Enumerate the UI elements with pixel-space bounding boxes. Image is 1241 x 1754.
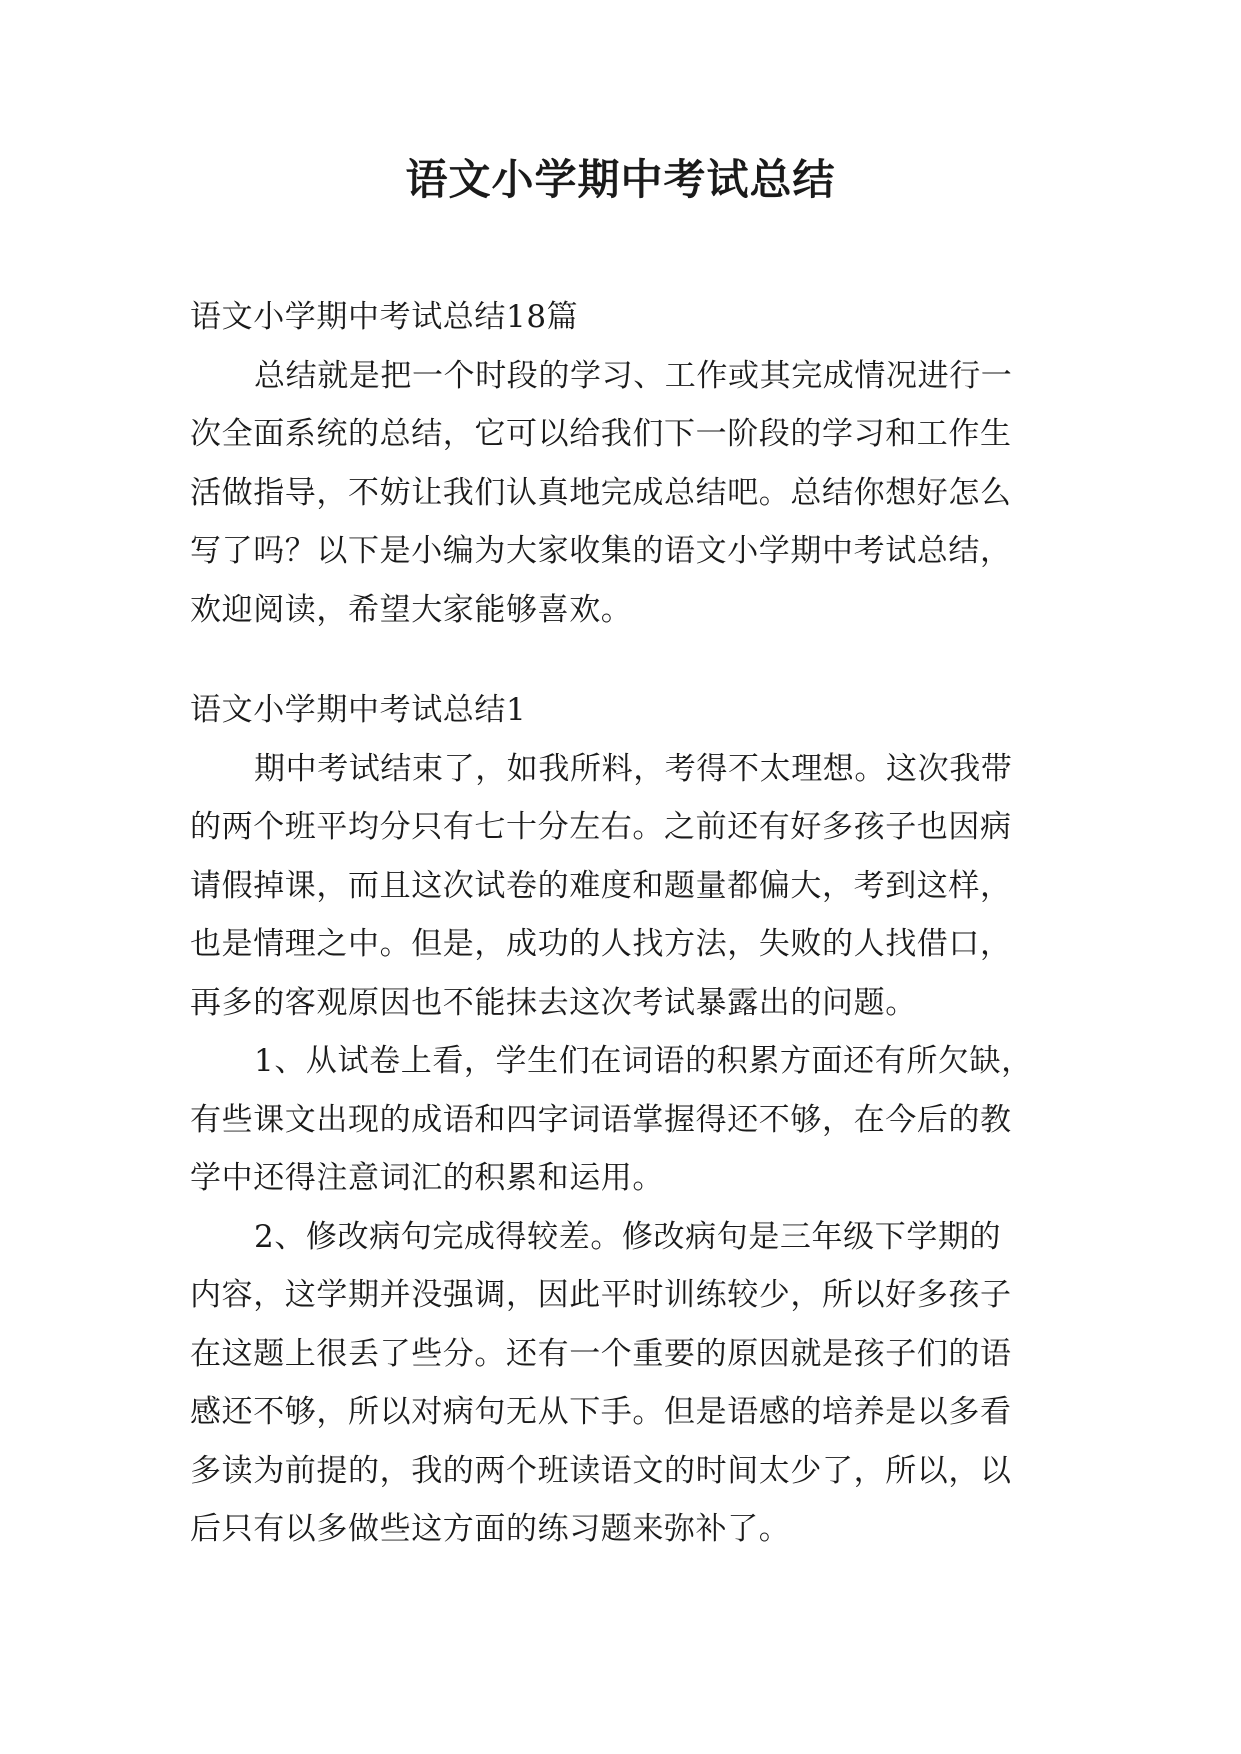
text-line: 感还不够，所以对病句无从下手。但是语感的培养是以多看 [190,1394,1012,1430]
text-line: 写了吗？以下是小编为大家收集的语文小学期中考试总结， [190,533,1012,569]
text-line: 再多的客观原因也不能抹去这次考试暴露出的问题。 [190,984,917,1021]
section-gap [190,639,1070,681]
section-heading: 语文小学期中考试总结1 [190,692,527,728]
text-line: 后只有以多做些这方面的练习题来弥补了。 [190,1511,791,1547]
paragraph-3 [190,1208,1070,1559]
document-title: 语文小学期中考试总结 [405,155,836,204]
collection-subtitle: 语文小学期中考试总结18篇 [190,299,579,335]
paragraph-1 [190,740,1070,1033]
text-line: 内容，这学期并没强调，因此平时训练较少，所以好多孩子 [190,1277,1012,1313]
text-line: 2、修改病句完成得较差。修改病句是三年级下学期的 [254,1218,1002,1255]
text-line: 也是情理之中。但是，成功的人找方法，失败的人找借口， [190,926,1012,962]
text-line: 请假掉课，而且这次试卷的难度和题量都偏大，考到这样， [190,867,1012,904]
document-body [190,288,1070,1559]
text-line: 次全面系统的总结，它可以给我们下一阶段的学习和工作生 [190,416,1012,452]
text-line: 多读为前提的，我的两个班读语文的时间太少了，所以，以 [190,1452,1012,1489]
text-line: 期中考试结束了，如我所料，考得不太理想。这次我带 [254,750,1013,787]
text-line: 学中还得注意词汇的积累和运用。 [190,1160,664,1196]
text-line: 总结就是把一个时段的学习、工作或其完成情况进行一 [254,357,1013,394]
text-line: 的两个班平均分只有七十分左右。之前还有好多孩子也因病 [190,809,1012,845]
text-line: 1、从试卷上看，学生们在词语的积累方面还有所欠缺， [254,1043,1033,1079]
text-line: 活做指导，不妨让我们认真地完成总结吧。总结你想好怎么 [190,474,1012,511]
text-line: 欢迎阅读，希望大家能够喜欢。 [190,591,633,628]
intro-paragraph [190,347,1070,640]
text-line: 在这题上很丢了些分。还有一个重要的原因就是孩子们的语 [190,1335,1012,1372]
paragraph-2 [190,1032,1070,1208]
text-line: 有些课文出现的成语和四字词语掌握得还不够，在今后的教 [190,1101,1012,1138]
